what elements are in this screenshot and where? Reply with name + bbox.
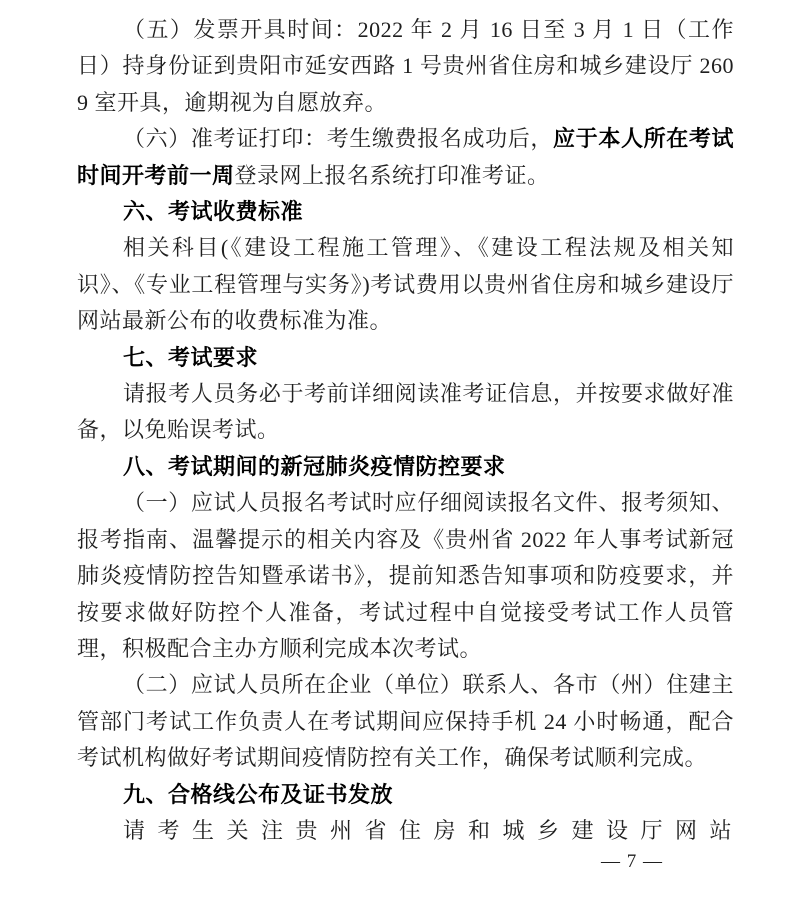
text-run: （二）应试人员所在企业（单位）联系人、各市（州）住建主管部门考试工作负责人在考试期间应保持手机 24 小时畅通，配合考试机构做好考试期间疫情防控有关工作，确保考试顺利完成。 (77, 672, 734, 771)
para-covid-1 (77, 485, 734, 667)
para-5-invoice-time (77, 12, 734, 121)
para-6-admission-ticket (77, 121, 734, 194)
text-run: 请考生关注贵州省住房和城乡建设厅网站 (123, 817, 745, 843)
heading-7-exam-requirements (77, 340, 734, 376)
para-exam-fees (77, 230, 734, 339)
page-number: — 7 — (601, 851, 663, 872)
heading-8-covid-prevention (77, 449, 734, 485)
text-run: （一）应试人员报名考试时应仔细阅读报名文件、报考须知、报考指南、温馨提示的相关内容及《贵州省 2022 年人事考试新冠肺炎疫情防控告知暨承诺书》，提前知悉告知事项和防疫要求，并按要求做好防控个人准备，考试过程中自觉接受考试工作人员管理，积极配合主办方顺利完成本次考试。 (77, 490, 734, 661)
text-run: 请报考人员务必于考前详细阅读准考证信息，并按要求做好准备，以免贻误考试。 (77, 381, 734, 443)
para-certificates-lead (77, 813, 745, 849)
text-run: 七、考试要求 (123, 344, 259, 370)
text-run: 九、合格线公布及证书发放 (123, 781, 394, 807)
text-run: 六、考试收费标准 (123, 199, 304, 225)
bold-text-run: 应于本人所在考试时间开考前一周 (77, 126, 734, 188)
text-run: 登录网上报名系统打印准考证。 (234, 162, 550, 188)
text-run: 相关科目(《建设工程施工管理》、《建设工程法规及相关知识》、《专业工程管理与实务》)考试费用以贵州省住房和城乡建设厅网站最新公布的收费标准为准。 (77, 235, 734, 334)
para-covid-2 (77, 667, 734, 776)
para-exam-requirements (77, 376, 734, 449)
text-run: （六）准考证打印：考生缴费报名成功后， (123, 126, 554, 152)
text-run: 八、考试期间的新冠肺炎疫情防控要求 (123, 453, 506, 479)
heading-9-certificates (77, 777, 734, 813)
document-body (77, 12, 745, 849)
heading-6-exam-fees (77, 194, 734, 230)
text-run: （五）发票开具时间：2022 年 2 月 16 日至 3 月 1 日（工作日）持身份证到贵阳市延安西路 1 号贵州省住房和城乡建设厅 2609 室开具，逾期视为自愿放弃。 (77, 17, 734, 115)
